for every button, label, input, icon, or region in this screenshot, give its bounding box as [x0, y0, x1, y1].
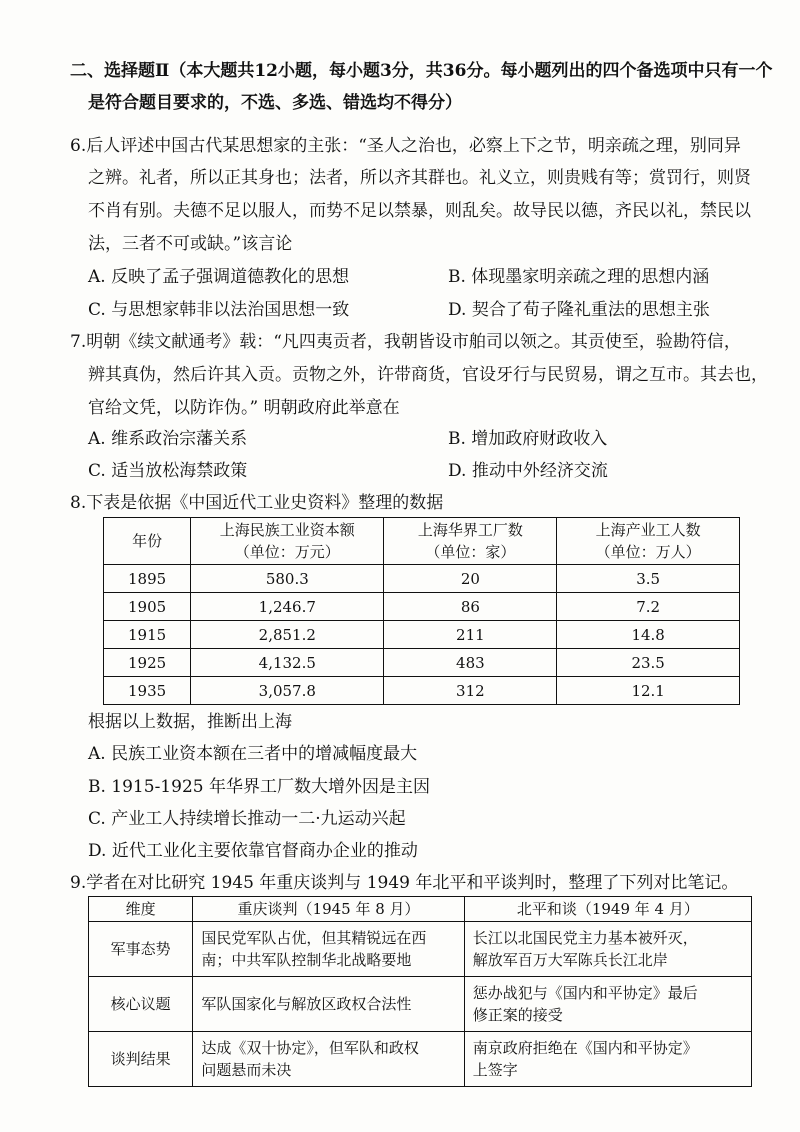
q6-option-b: B. 体现墨家明亲疏之理的思想内涵 — [448, 267, 710, 287]
cell-factories: 483 — [384, 649, 557, 677]
cell-year: 1935 — [104, 677, 191, 705]
cell-chongqing: 达成《双十协定》，但军队和政权 问题悬而未决 — [193, 1032, 464, 1087]
q8-option-a: A. 民族工业资本额在三者中的增减幅度最大 — [88, 744, 418, 764]
q7-option-c: C. 适当放松海禁政策 — [88, 461, 248, 481]
header-chongqing: 重庆谈判（1945 年 8 月） — [193, 897, 464, 922]
q6-option-c: C. 与思想家韩非以法治国思想一致 — [88, 300, 350, 320]
cell-capital: 2,851.2 — [191, 621, 384, 649]
cell-capital: 4,132.5 — [191, 649, 384, 677]
q7-option-b: B. 增加政府财政收入 — [448, 429, 608, 449]
q6-option-a: A. 反映了孟子强调道德教化的思想 — [88, 267, 350, 287]
header-factories: 上海华界工厂数 （单位：家） — [384, 518, 557, 565]
q7-stem-line3: 官给文凭，以防诈伪。” 明朝政府此举意在 — [88, 398, 400, 418]
cell-capital: 580.3 — [191, 565, 384, 593]
q6-stem-line3: 不肖有别。夫德不足以服人，而势不足以禁暴，则乱矣。故导民以德，齐民以礼，禁民以 — [88, 201, 751, 221]
cell-factories: 20 — [384, 565, 557, 593]
cell-capital: 1,246.7 — [191, 593, 384, 621]
table-row — [89, 977, 752, 1032]
cell-beiping: 长江以北国民党主力基本被歼灭， 解放军百万大军陈兵长江北岸 — [464, 922, 751, 977]
header-dimension: 维度 — [89, 897, 193, 922]
cell-year: 1905 — [104, 593, 191, 621]
cell-capital: 3,057.8 — [191, 677, 384, 705]
cell-beiping: 南京政府拒绝在《国内和平协定》 上签字 — [464, 1032, 751, 1087]
section-header-line1: 二、选择题Ⅱ（本大题共12小题，每小题3分，共36分。每小题列出的四个备选项中只有一个 — [70, 61, 773, 81]
table-row — [89, 1032, 752, 1087]
q6-stem-line2: 之辨。礼者，所以正其身也；法者，所以齐其群也。礼义立，则贵贱有等；赏罚行，则贤 — [88, 168, 751, 188]
q7-option-a: A. 维系政治宗藩关系 — [88, 429, 248, 449]
table-row — [104, 621, 740, 649]
q7-stem-line1: 7.明朝《续文献通考》载：“凡四夷贡者，我朝皆设市舶司以领之。其贡使至，验勘符信， — [70, 332, 741, 352]
q8-ask: 根据以上数据，推断出上海 — [88, 712, 292, 732]
q6-stem-line4: 法，三者不可或缺。”该言论 — [88, 234, 293, 254]
cell-workers: 7.2 — [557, 593, 740, 621]
row-label: 谈判结果 — [89, 1032, 193, 1087]
cell-chongqing: 国民党军队占优，但其精锐远在西 南；中共军队控制华北战略要地 — [193, 922, 464, 977]
header-capital: 上海民族工业资本额 （单位：万元） — [191, 518, 384, 565]
section-header-line2: 是符合题目要求的，不选、多选、错选均不得分） — [88, 93, 462, 113]
cell-factories: 86 — [384, 593, 557, 621]
q6-stem-line1: 6.后人评述中国古代某思想家的主张：“圣人之治也，必察上下之节，明亲疏之理，别同异 — [70, 136, 741, 156]
header-workers: 上海产业工人数 （单位：万人） — [557, 518, 740, 565]
q9-comparison-table — [88, 896, 752, 1087]
row-label: 军事态势 — [89, 922, 193, 977]
q7-stem-line2: 辨其真伪，然后许其入贡。贡物之外，许带商货，官设牙行与民贸易，谓之互市。其去也， — [88, 365, 768, 385]
cell-factories: 211 — [384, 621, 557, 649]
table-row — [104, 593, 740, 621]
header-beiping: 北平和谈（1949 年 4 月） — [464, 897, 751, 922]
cell-year: 1925 — [104, 649, 191, 677]
cell-year: 1895 — [104, 565, 191, 593]
cell-factories: 312 — [384, 677, 557, 705]
q9-stem: 9.学者在对比研究 1945 年重庆谈判与 1949 年北平和平谈判时，整理了下列对比笔记。 — [70, 873, 739, 893]
row-label: 核心议题 — [89, 977, 193, 1032]
cell-workers: 12.1 — [557, 677, 740, 705]
table-row — [104, 677, 740, 705]
table-row — [89, 922, 752, 977]
q8-stem: 8.下表是依据《中国近代工业史资料》整理的数据 — [70, 493, 444, 513]
q8-option-c: C. 产业工人持续增长推动一二·九运动兴起 — [88, 809, 406, 829]
table-row — [104, 565, 740, 593]
table-row — [104, 649, 740, 677]
cell-beiping: 惩办战犯与《国内和平协定》最后 修正案的接受 — [464, 977, 751, 1032]
table-header-row — [104, 518, 740, 565]
cell-workers: 14.8 — [557, 621, 740, 649]
cell-workers: 23.5 — [557, 649, 740, 677]
q8-data-table — [103, 517, 740, 705]
cell-year: 1915 — [104, 621, 191, 649]
q8-option-d: D. 近代工业化主要依靠官督商办企业的推动 — [88, 841, 418, 861]
cell-chongqing: 军队国家化与解放区政权合法性 — [193, 977, 464, 1032]
header-year: 年份 — [104, 518, 191, 565]
q6-option-d: D. 契合了荀子隆礼重法的思想主张 — [448, 300, 710, 320]
table-header-row — [89, 897, 752, 922]
q8-option-b: B. 1915-1925 年华界工厂数大增外因是主因 — [88, 777, 430, 797]
cell-workers: 3.5 — [557, 565, 740, 593]
q7-option-d: D. 推动中外经济交流 — [448, 461, 608, 481]
